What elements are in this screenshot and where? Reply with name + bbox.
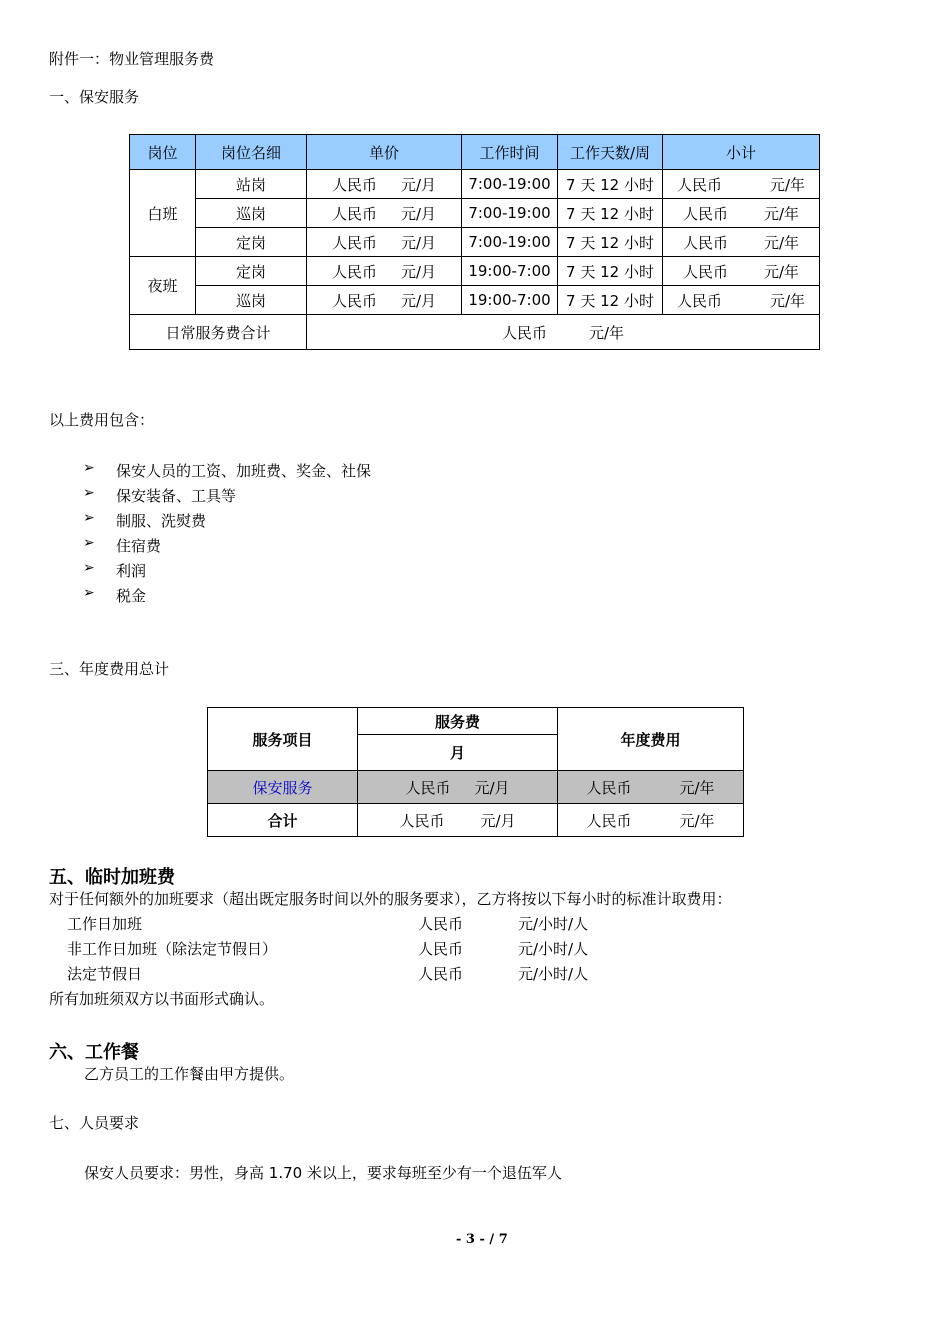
work-days: 7 天 12 小时: [558, 286, 663, 315]
work-time: 7:00-19:00: [462, 170, 558, 199]
annual-fee: 人民币 元/年: [558, 771, 744, 804]
monthly-fee: 人民币 元/月: [358, 804, 558, 837]
annual-fee-table: [207, 707, 744, 837]
work-days: 7 天 12 小时: [558, 257, 663, 286]
subtotal: 人民币 元/年: [663, 286, 820, 315]
table1-total-row: [130, 315, 820, 350]
includes-title: 以上费用包含：: [49, 411, 155, 429]
total-name: 合计: [208, 804, 358, 837]
section3-title: 三、年度费用总计: [49, 660, 170, 678]
total-label: 日常服务费合计: [130, 315, 307, 350]
table1-header: 单价: [307, 135, 462, 170]
monthly-fee: 人民币 元/月: [358, 771, 558, 804]
unit-price: 人民币 元/月: [307, 286, 462, 315]
table1-header: 岗位: [130, 135, 196, 170]
subtotal: 人民币 元/年: [663, 228, 820, 257]
section1-title: 一、保安服务: [49, 88, 140, 106]
col-service-item: 服务项目: [208, 708, 358, 771]
section7-text: 保安人员要求：男性，身高 1.70 米以上，要求每班至少有一个退伍军人: [84, 1164, 562, 1182]
overtime-unit: 元/小时/人: [518, 940, 589, 958]
post-name: 站岗: [196, 170, 307, 199]
work-time: 19:00-7:00: [462, 257, 558, 286]
overtime-currency: 人民币: [418, 965, 464, 983]
section5-intro: 对于任何额外的加班要求（超出既定服务时间以外的服务要求），乙方将按以下每小时的标准计取费用：: [49, 890, 732, 908]
table-row: [130, 257, 820, 286]
arrow-bullet-icon: ➢: [83, 535, 95, 551]
col-month: 月: [358, 735, 558, 771]
post-name: 巡岗: [196, 286, 307, 315]
work-time: 19:00-7:00: [462, 286, 558, 315]
group-day: 白班: [130, 170, 196, 257]
total-value: 人民币 元/年: [307, 315, 820, 350]
table1-header-row: [130, 135, 820, 170]
table-row: [208, 771, 744, 804]
table-row: [130, 199, 820, 228]
table-row: [208, 804, 744, 837]
table1-header: 岗位名细: [196, 135, 307, 170]
attachment-title: 附件一：物业管理服务费: [49, 50, 215, 68]
unit-price: 人民币 元/月: [307, 257, 462, 286]
annual-fee: 人民币 元/年: [558, 804, 744, 837]
subtotal: 人民币 元/年: [663, 170, 820, 199]
arrow-bullet-icon: ➢: [83, 585, 95, 601]
overtime-label: 法定节假日: [67, 965, 143, 983]
table-row: [130, 170, 820, 199]
section5-note: 所有加班须双方以书面形式确认。: [49, 990, 275, 1008]
post-name: 定岗: [196, 257, 307, 286]
overtime-unit: 元/小时/人: [518, 965, 589, 983]
post-name: 巡岗: [196, 199, 307, 228]
unit-price: 人民币 元/月: [307, 170, 462, 199]
subtotal: 人民币 元/年: [663, 257, 820, 286]
section5-title: 五、临时加班费: [49, 867, 175, 888]
page-number: - 3 - / 7: [456, 1232, 508, 1247]
group-night: 夜班: [130, 257, 196, 315]
table-row: [130, 228, 820, 257]
work-days: 7 天 12 小时: [558, 170, 663, 199]
table1-header: 小计: [663, 135, 820, 170]
arrow-bullet-icon: ➢: [83, 560, 95, 576]
arrow-bullet-icon: ➢: [83, 510, 95, 526]
work-time: 7:00-19:00: [462, 199, 558, 228]
overtime-currency: 人民币: [418, 915, 464, 933]
service-name: 保安服务: [208, 771, 358, 804]
security-service-table: [129, 134, 820, 350]
unit-price: 人民币 元/月: [307, 228, 462, 257]
col-service-fee: 服务费: [358, 708, 558, 735]
table1-header: 工作天数/周: [558, 135, 663, 170]
section6-text: 乙方员工的工作餐由甲方提供。: [84, 1065, 295, 1083]
section7-title: 七、人员要求: [49, 1114, 140, 1132]
work-days: 7 天 12 小时: [558, 228, 663, 257]
work-days: 7 天 12 小时: [558, 199, 663, 228]
arrow-bullet-icon: ➢: [83, 485, 95, 501]
post-name: 定岗: [196, 228, 307, 257]
overtime-unit: 元/小时/人: [518, 915, 589, 933]
unit-price: 人民币 元/月: [307, 199, 462, 228]
overtime-currency: 人民币: [418, 940, 464, 958]
overtime-label: 工作日加班: [67, 915, 143, 933]
table2-header-row: [208, 708, 744, 735]
table1-header: 工作时间: [462, 135, 558, 170]
col-annual-fee: 年度费用: [558, 708, 744, 771]
arrow-bullet-icon: ➢: [83, 460, 95, 476]
overtime-label: 非工作日加班（除法定节假日）: [67, 940, 278, 958]
section6-title: 六、工作餐: [49, 1042, 139, 1063]
table-row: [130, 286, 820, 315]
subtotal: 人民币 元/年: [663, 199, 820, 228]
work-time: 7:00-19:00: [462, 228, 558, 257]
